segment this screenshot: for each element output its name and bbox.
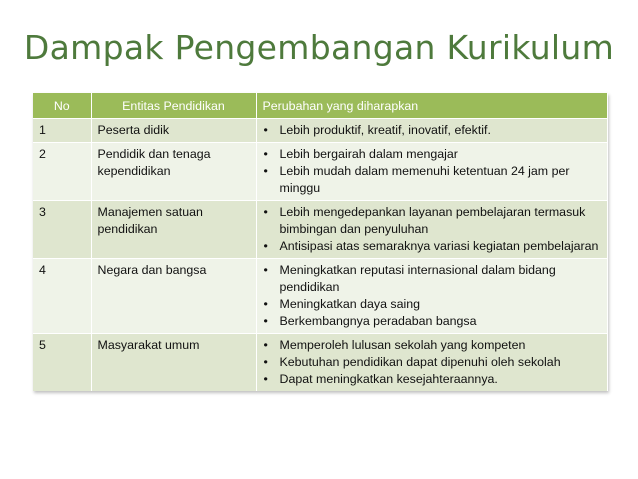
changes-cell — [256, 201, 607, 259]
bullet-icon: • — [263, 205, 268, 219]
header-change: Perubahan yang diharapkan — [256, 93, 607, 119]
row-number: 1 — [33, 119, 91, 143]
change-text: Dapat meningkatkan kesejahteraannya. — [279, 372, 498, 386]
bullet-icon: • — [263, 314, 268, 328]
changes-list — [263, 122, 601, 139]
table-row — [33, 143, 607, 201]
change-text: Antisipasi atas semaraknya variasi kegiatan pembelajaran — [279, 239, 599, 253]
changes-list — [263, 262, 601, 330]
table-row — [33, 259, 607, 334]
change-text: Berkembangnya peradaban bangsa — [279, 314, 477, 328]
change-item — [263, 313, 601, 330]
bullet-icon: • — [263, 297, 268, 311]
row-number: 2 — [33, 143, 91, 201]
changes-cell — [256, 143, 607, 201]
entity-cell: Manajemen satuan pendidikan — [91, 201, 256, 259]
row-number: 5 — [33, 334, 91, 392]
change-item — [263, 371, 601, 388]
changes-cell — [256, 259, 607, 334]
change-item — [263, 262, 601, 296]
bullet-icon: • — [263, 372, 268, 386]
changes-list — [263, 337, 601, 388]
table-row — [33, 119, 607, 143]
table-row — [33, 334, 607, 392]
change-text: Lebih mudah dalam memenuhi ketentuan 24 jam per minggu — [279, 164, 570, 195]
bullet-icon: • — [263, 123, 268, 137]
bullet-icon: • — [263, 239, 268, 253]
change-item — [263, 204, 601, 238]
bullet-icon: • — [263, 355, 268, 369]
entity-cell: Peserta didik — [91, 119, 256, 143]
change-text: Lebih mengedepankan layanan pembelajaran termasuk bimbingan dan penyuluhan — [279, 205, 586, 236]
changes-list — [263, 204, 601, 255]
bullet-icon: • — [263, 338, 268, 352]
header-no: No — [33, 93, 91, 119]
table-header-row — [33, 93, 607, 119]
entity-cell: Masyarakat umum — [91, 334, 256, 392]
change-item — [263, 163, 601, 197]
change-item — [263, 354, 601, 371]
change-text: Meningkatkan reputasi internasional dalam bidang pendidikan — [279, 263, 556, 294]
change-text: Lebih bergairah dalam mengajar — [279, 147, 458, 161]
change-text: Kebutuhan pendidikan dapat dipenuhi oleh sekolah — [279, 355, 561, 369]
table-row — [33, 201, 607, 259]
table-body — [33, 119, 607, 392]
entity-cell: Pendidik dan tenaga kependidikan — [91, 143, 256, 201]
change-item — [263, 122, 601, 139]
header-entity: Entitas Pendidikan — [91, 93, 256, 119]
change-text: Lebih produktif, kreatif, inovatif, efektif. — [279, 123, 491, 137]
change-item — [263, 337, 601, 354]
change-item — [263, 146, 601, 163]
change-item — [263, 296, 601, 313]
impact-table — [33, 93, 608, 391]
bullet-icon: • — [263, 263, 268, 277]
entity-cell: Negara dan bangsa — [91, 259, 256, 334]
changes-list — [263, 146, 601, 197]
change-text: Memperoleh lulusan sekolah yang kompeten — [279, 338, 526, 352]
bullet-icon: • — [263, 147, 268, 161]
row-number: 3 — [33, 201, 91, 259]
change-text: Meningkatkan daya saing — [279, 297, 421, 311]
changes-cell — [256, 119, 607, 143]
changes-cell — [256, 334, 607, 392]
row-number: 4 — [33, 259, 91, 334]
bullet-icon: • — [263, 164, 268, 178]
slide-title: Dampak Pengembangan Kurikulum — [23, 28, 615, 67]
change-item — [263, 238, 601, 255]
